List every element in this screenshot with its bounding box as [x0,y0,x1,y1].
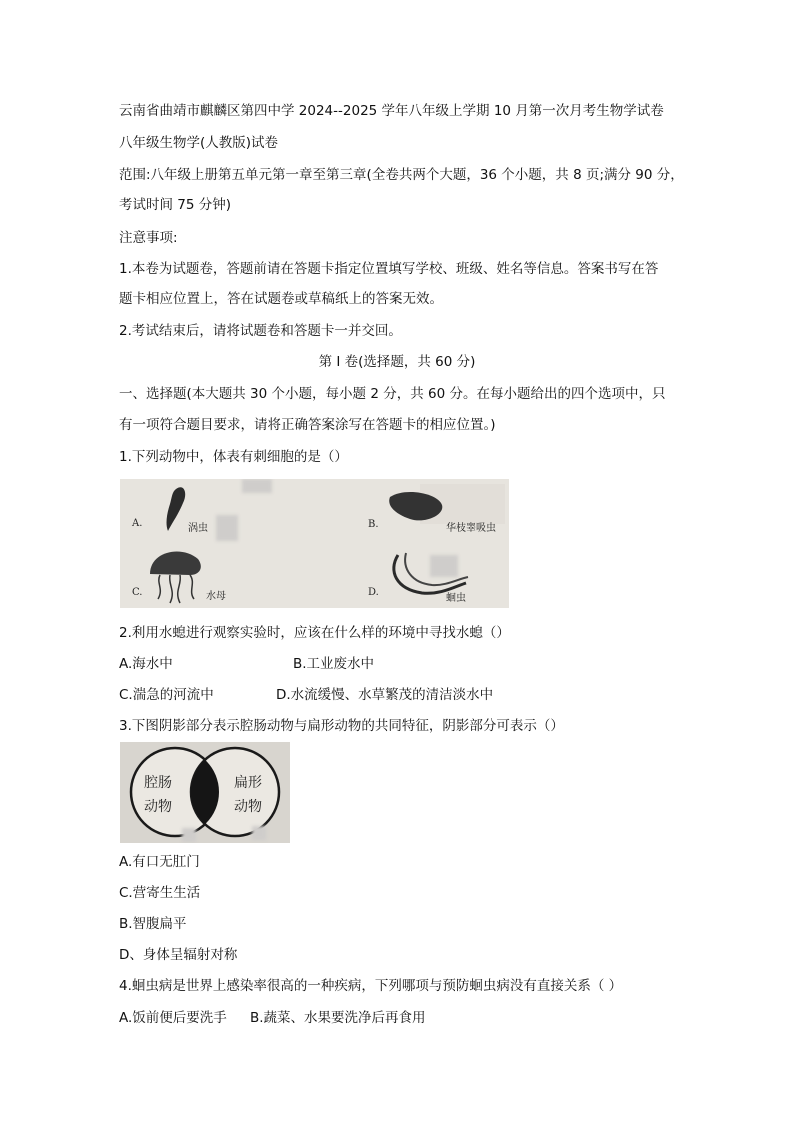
section-intro-line-1: 一、选择题(本大题共 30 个小题，每小题 2 分，共 60 分。在每小题给出的四个选项中，只 [119,386,666,402]
q2-option-c: C.湍急的河流中 [119,687,214,703]
q3-option-c: C.营寄生生活 [119,885,201,901]
note-2: 2.考试结束后，请将试题卷和答题卡一并交回。 [119,323,402,339]
q1-option-b-name: 华枝睾吸虫 [446,523,496,534]
q1-option-b-letter: B. [368,519,379,530]
q1-option-a-name: 涡虫 [188,523,208,534]
notes-heading: 注意事项: [119,230,178,246]
q3-stem: 3.下图阴影部分表示腔肠动物与扁形动物的共同特征，阴影部分可表示（） [119,718,564,734]
q3-venn-figure [120,742,290,843]
q1-option-d-name: 蛔虫 [446,593,466,604]
exam-subtitle: 八年级生物学(人教版)试卷 [119,135,279,151]
section-title: 第 I 卷(选择题，共 60 分) [318,354,476,370]
q1-stem: 1.下列动物中，体表有刺细胞的是（） [119,449,348,465]
scope-line-1: 范围:八年级上册第五单元第一章至第三章(全卷共两个大题，36 个小题，共 8 页;满分 90 分， [119,167,684,183]
q2-option-a: A.海水中 [119,656,173,672]
q1-figure [120,479,509,608]
q3-option-b: B.智腹扁平 [119,916,187,932]
venn-right-line-2: 动物 [234,799,262,815]
venn-left-line-2: 动物 [144,799,172,815]
note-1-line-1: 1.本卷为试题卷，答题前请在答题卡指定位置填写学校、班级、姓名等信息。答案书写在答 [119,261,659,277]
q1-option-c-letter: C. [132,587,143,598]
exam-title: 云南省曲靖市麒麟区第四中学 2024--2025 学年八年级上学期 10 月第一次月考生物学试卷 [119,103,664,119]
q2-option-b: B.工业废水中 [293,656,375,672]
venn-right-line-1: 扁形 [234,775,262,791]
q4-option-a: A.饭前便后要洗手 [119,1010,227,1026]
q4-option-b: B.蔬菜、水果要洗净后再食用 [250,1010,426,1026]
q1-option-c-name: 水母 [206,591,226,602]
q3-option-d: D、身体呈辐射对称 [119,947,238,963]
venn-left-line-1: 腔肠 [144,775,172,791]
section-intro-line-2: 有一项符合题目要求，请将正确答案涂写在答题卡的相应位置。) [119,417,496,433]
scope-line-2: 考试时间 75 分钟) [119,197,232,213]
q2-option-d: D.水流缓慢、水草繁茂的清洁淡水中 [276,687,494,703]
q1-option-d-letter: D. [368,587,379,598]
q2-stem: 2.利用水螅进行观察实验时，应该在什么样的环境中寻找水螅（） [119,625,510,641]
note-1-line-2: 题卡相应位置上，答在试题卷或草稿纸上的答案无效。 [119,291,443,307]
q3-option-a: A.有口无肛门 [119,854,200,870]
q1-option-a-letter: A. [132,518,143,529]
q4-stem: 4.蛔虫病是世界上感染率很高的一种疾病，下列哪项与预防蛔虫病没有直接关系（ ） [119,978,623,994]
